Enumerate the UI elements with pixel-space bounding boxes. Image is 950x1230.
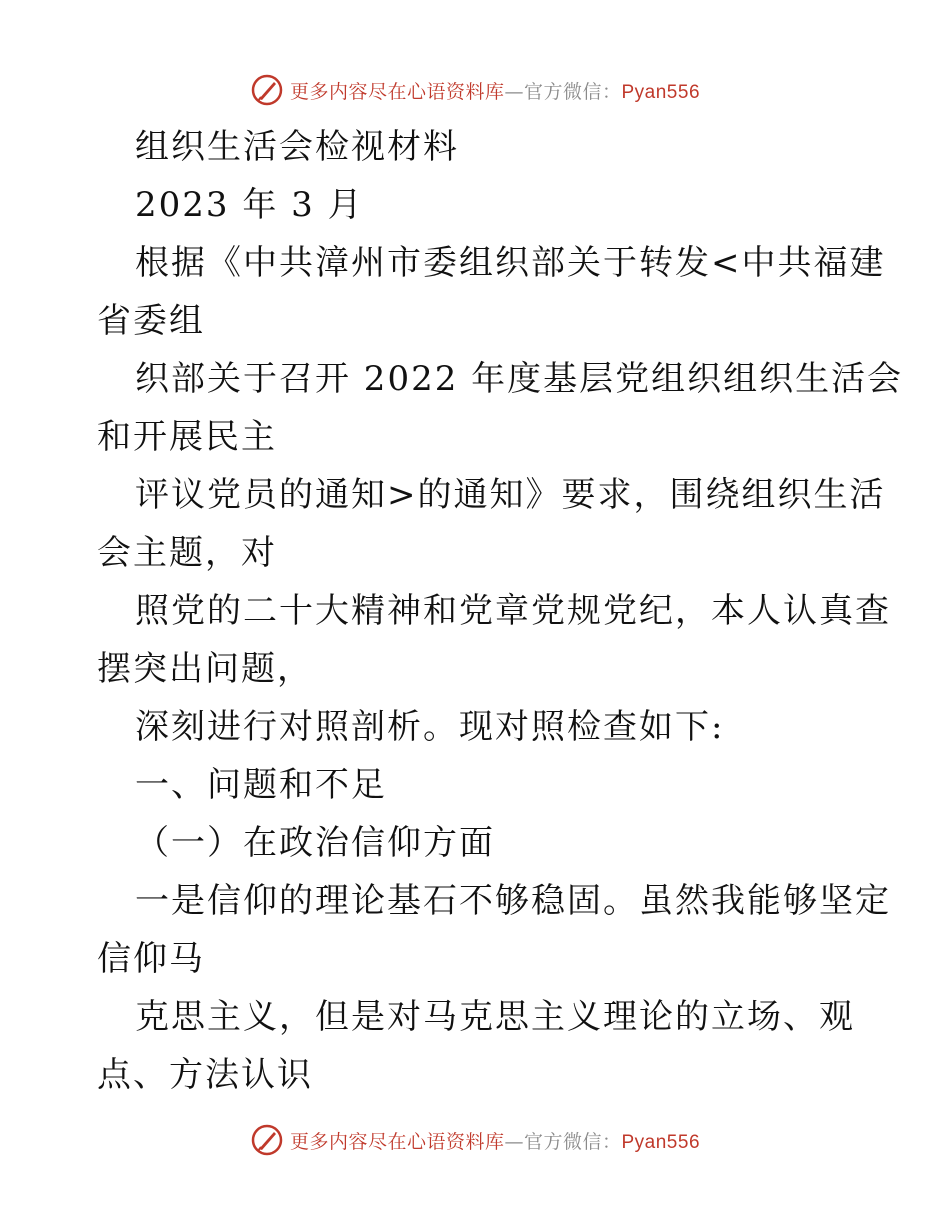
document-date: 2023 年 3 月	[135, 185, 364, 225]
paragraph-line: 信仰马	[97, 939, 205, 979]
watermark-text: 更多内容尽在心语资料库—官方微信：Pyan556	[289, 1130, 701, 1153]
paragraph-line: 会主题，对	[97, 533, 277, 573]
paragraph-line: 评议党员的通知>的通知》要求，围绕组织生活	[135, 475, 886, 515]
header-watermark	[0, 70, 950, 110]
footer-watermark	[0, 1120, 950, 1160]
paragraph-line: 根据《中共漳州市委组织部关于转发<中共福建	[135, 243, 886, 283]
quill-logo-icon	[250, 73, 284, 107]
paragraph-line: 克思主义，但是对马克思主义理论的立场、观	[135, 997, 855, 1037]
quill-logo-icon	[250, 1123, 284, 1157]
watermark-text: 更多内容尽在心语资料库—官方微信：Pyan556	[289, 80, 701, 103]
paragraph-line: 一是信仰的理论基石不够稳固。虽然我能够坚定	[135, 881, 891, 921]
paragraph-line: 点、方法认识	[97, 1055, 313, 1095]
subsection-heading: （一）在政治信仰方面	[135, 823, 495, 863]
paragraph-line: 省委组	[97, 301, 205, 341]
paragraph-line: 织部关于召开 2022 年度基层党组织组织生活会	[135, 359, 904, 399]
paragraph-line: 和开展民主	[97, 417, 277, 457]
document-title: 组织生活会检视材料	[135, 127, 459, 167]
document-body	[97, 118, 904, 1104]
paragraph-line: 照党的二十大精神和党章党规党纪，本人认真查	[135, 591, 891, 631]
section-heading: 一、问题和不足	[135, 765, 387, 805]
paragraph-line: 摆突出问题，	[97, 649, 313, 689]
paragraph-line: 深刻进行对照剖析。现对照检查如下:	[135, 707, 725, 747]
